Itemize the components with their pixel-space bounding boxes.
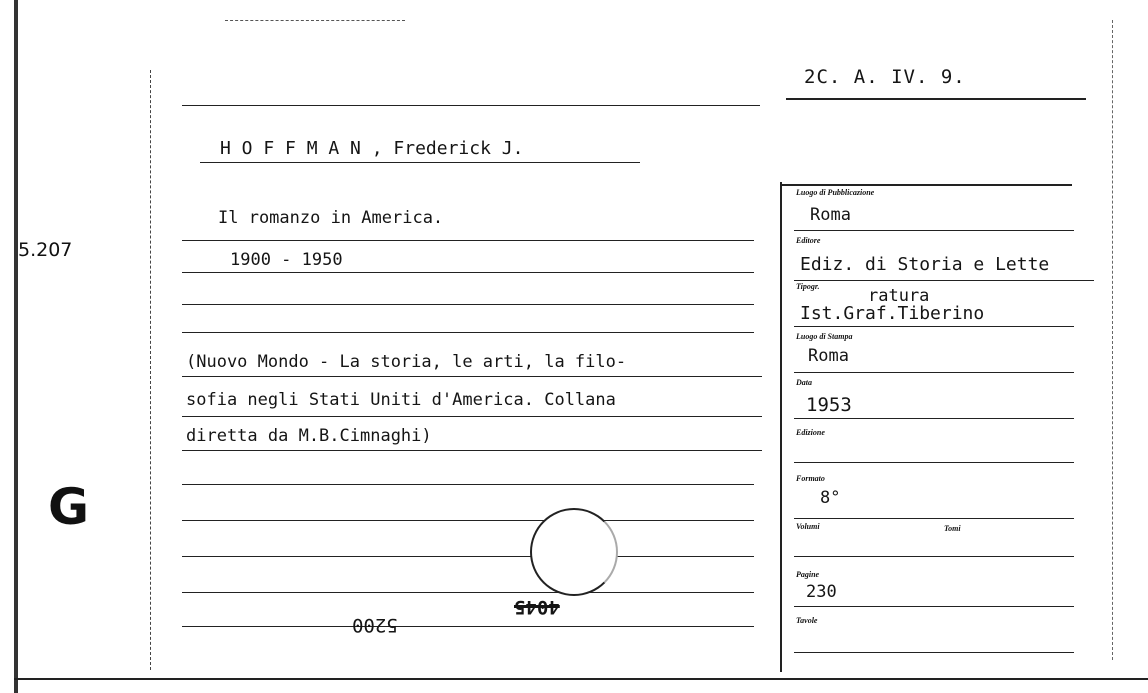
luogo-stampa-value: Roma — [808, 346, 849, 366]
editore-rule — [794, 280, 1094, 281]
pagine-label: Pagine — [796, 570, 820, 579]
luogo-value: Roma — [810, 205, 851, 225]
top-rule — [182, 105, 760, 106]
blank-rule-7 — [182, 626, 754, 627]
tipogr-rule — [794, 326, 1074, 327]
luogo-stampa-rule — [794, 372, 1074, 373]
punch-hole — [530, 508, 618, 596]
author-rule — [200, 162, 640, 163]
card-bottom-edge — [14, 678, 1148, 680]
pagine-value: 230 — [806, 582, 837, 602]
margin-number: 5.207 — [18, 239, 73, 261]
volumi-label: Volumi — [796, 522, 820, 531]
top-dash-line — [225, 20, 405, 21]
pagine-rule — [794, 606, 1074, 607]
data-value: 1953 — [806, 394, 852, 416]
shelfmark-rule — [786, 98, 1086, 100]
blank-rule-6 — [182, 592, 754, 593]
note-rule-3 — [182, 450, 762, 451]
data-label: Data — [796, 378, 812, 387]
formato-rule — [794, 518, 1074, 519]
note-rule-1 — [182, 376, 762, 377]
note-line-1: (Nuovo Mondo - La storia, le arti, la filo- — [186, 352, 627, 372]
volumi-rule — [794, 556, 1074, 557]
blank-rule-4 — [182, 520, 754, 521]
crossed-out-number: 4045 — [514, 596, 560, 618]
title-rule-1 — [182, 240, 754, 241]
tomi-label: Tomi — [944, 524, 961, 533]
tipogr-value: Ist.Graf.Tiberino — [800, 303, 985, 324]
author-heading: H O F F M A N , Frederick J. — [220, 138, 524, 159]
section-letter: G — [48, 478, 90, 536]
field-box-top — [780, 184, 1072, 186]
blank-rule-5 — [182, 556, 754, 557]
data-rule — [794, 418, 1074, 419]
title-line-2: 1900 - 1950 — [230, 250, 343, 270]
shelfmark: 2C. A. IV. 9. — [804, 66, 966, 88]
formato-label: Formato — [796, 474, 825, 483]
editore-label: Editore — [796, 236, 821, 245]
editore-continuation: ratura — [868, 286, 930, 306]
title-line-1: Il romanzo in America. — [218, 208, 444, 228]
luogo-label: Luogo di Pubblicazione — [796, 188, 875, 197]
note-line-2: sofia negli Stati Uniti d'America. Collana — [186, 390, 616, 410]
card-left-edge — [150, 70, 151, 670]
card-right-edge — [1112, 20, 1113, 660]
luogo-stampa-label: Luogo di Stampa — [796, 332, 853, 341]
formato-value: 8° — [820, 488, 841, 508]
blank-rule-2 — [182, 332, 754, 333]
editore-value: Ediz. di Storia e Lette — [800, 254, 1050, 275]
field-box-left — [780, 182, 782, 672]
luogo-rule — [794, 230, 1074, 231]
tavole-label: Tavole — [796, 616, 818, 625]
title-rule-2 — [182, 272, 754, 273]
tavole-rule — [794, 652, 1074, 653]
blank-rule-3 — [182, 484, 754, 485]
edizione-label: Edizione — [796, 428, 825, 437]
edizione-rule — [794, 462, 1074, 463]
inventory-number: 5200 — [352, 614, 398, 636]
tipogr-label: Tipogr. — [796, 282, 820, 291]
blank-rule-1 — [182, 304, 754, 305]
note-line-3: diretta da M.B.Cimnaghi) — [186, 426, 432, 446]
note-rule-2 — [182, 416, 762, 417]
left-scan-edge — [14, 0, 18, 693]
